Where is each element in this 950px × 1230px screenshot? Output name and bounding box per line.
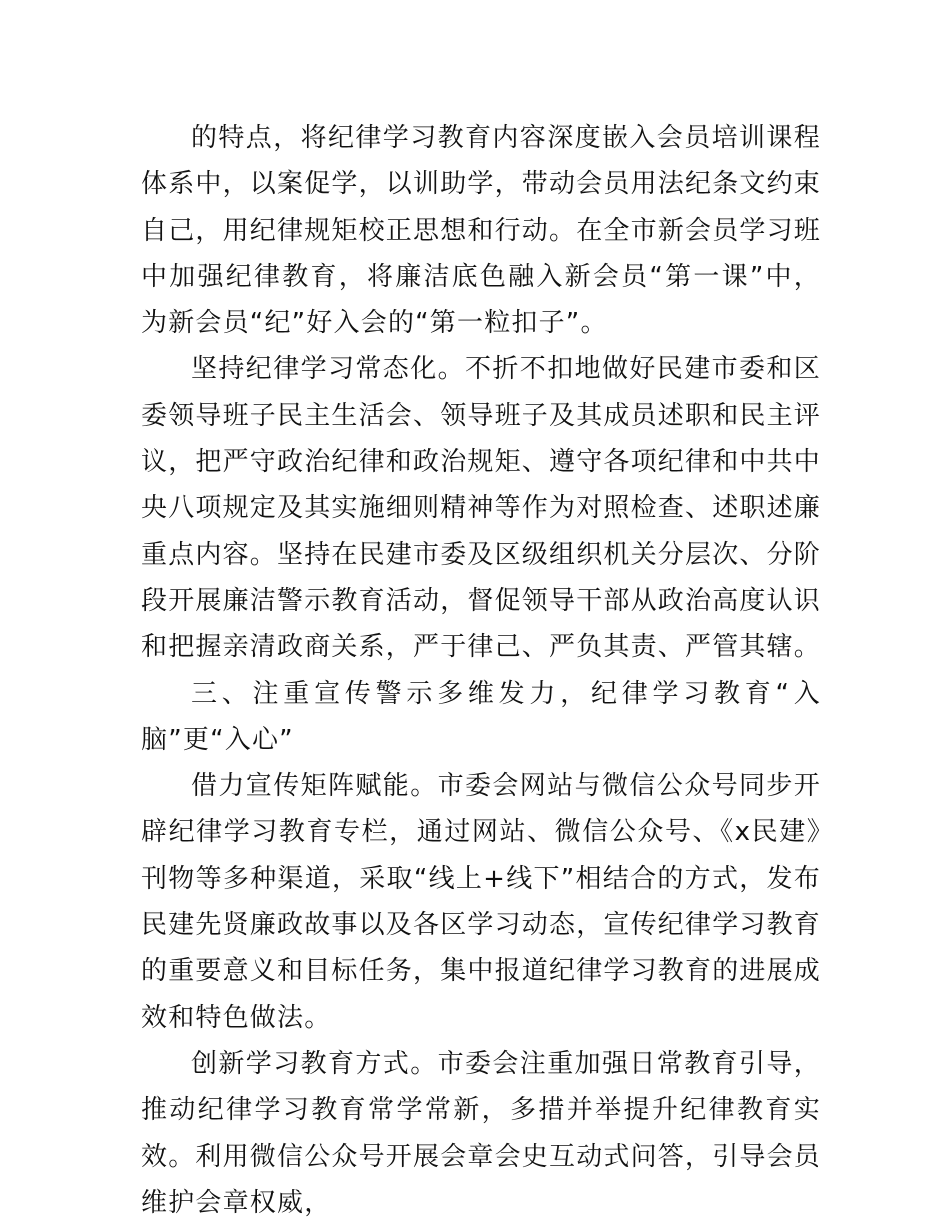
document-body <box>141 115 821 1226</box>
paragraph-publicity-matrix: 借力宣传矩阵赋能。市委会网站与微信公众号同步开辟纪律学习教育专栏，通过网站、微信公众号、《x民建》刊物等多种渠道，采取“线上+线下”相结合的方式，发布民建先贤廉政故事以及各区学习动态，宣传纪律学习教育的重要意义和目标任务，集中报道纪律学习教育的进展成效和特色做法。 <box>141 771 822 1033</box>
paragraph-discipline-training: 的特点，将纪律学习教育内容深度嵌入会员培训课程体系中，以案促学，以训助学，带动会员用法纪条文约束自己，用纪律规矩校正思想和行动。在全市新会员学习班中加强纪律教育，将廉洁底色融入新会员“第一课”中，为新会员“纪”好入会的“第一粒扣子”。 <box>141 123 822 339</box>
paragraph-innovative-methods: 创新学习教育方式。市委会注重加强日常教育引导，推动纪律学习教育常学常新，多措并举提升纪律教育实效。利用微信公众号开展会章会史互动式问答，引导会员维护会章权威， <box>141 1048 822 1218</box>
paragraph-regular-study: 坚持纪律学习常态化。不折不扣地做好民建市委和区委领导班子民主生活会、领导班子及其成员述职和民主评议，把严守政治纪律和政治规矩、遵守各项纪律和中共中央八项规定及其实施细则精神等作为对照检查、述职述廉重点内容。坚持在民建市委及区级组织机关分层次、分阶段开展廉洁警示教育活动，督促领导干部从政治高度认识和把握亲清政商关系，严于律己、严负其责、严管其辖。 <box>141 354 822 663</box>
section-heading-three: 三、注重宣传警示多维发力，纪律学习教育“入脑”更“入心” <box>141 678 821 755</box>
